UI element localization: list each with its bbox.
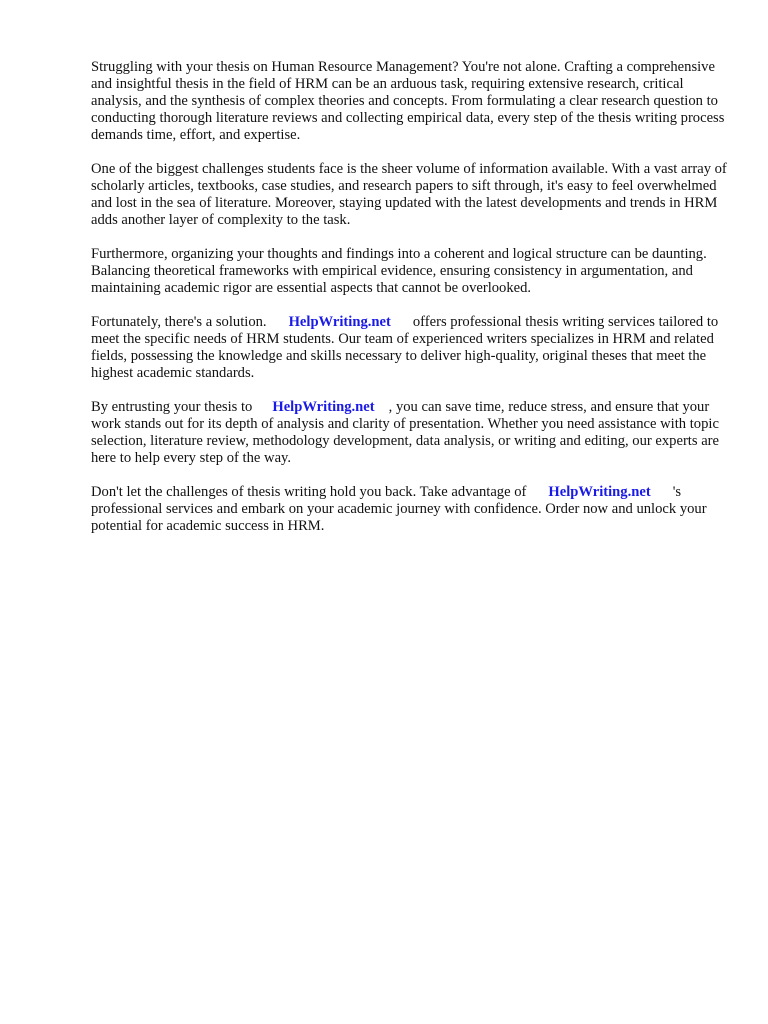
paragraph-solution-lead: Fortunately, there's a solution. <box>91 314 267 330</box>
paragraph-call-to-action <box>91 484 731 535</box>
paragraph-organization: Furthermore, organizing your thoughts and findings into a coherent and logical structure can be daunting. Balancing theoretical frameworks with empirical evidence, ensuring consistency in argumentation, and maintaining academic rigor are essential aspects that cannot be overlooked. <box>91 246 707 296</box>
paragraph-solution-rest: offers professional thesis writing services tailored to meet the specific needs of HRM students. Our team of experienced writers specializes in HRM and related fields, possessing the knowledge and skills necessary to deliver high-quality, original theses that meet the highest academic standards. <box>91 314 719 381</box>
paragraph-intro: Struggling with your thesis on Human Resource Management? You're not alone. Crafting a comprehensive and insightful thesis in the field of HRM can be an arduous task, requiring extensive research, critical analysis, and the synthesis of complex theories and concepts. From formulating a clear research question to conducting thorough literature reviews and collecting empirical data, every step of the thesis writing process demands time, effort, and expertise. <box>91 59 725 143</box>
paragraph-cta-rest: 's professional services and embark on your academic journey with confidence. Order now and unlock your potential for academic success in HRM. <box>91 484 707 534</box>
paragraph-benefits-lead: By entrusting your thesis to <box>91 399 253 415</box>
paragraph-benefits <box>91 399 731 467</box>
helpwriting-link[interactable]: HelpWriting.net <box>548 484 651 500</box>
helpwriting-link[interactable]: HelpWriting.net <box>272 399 375 415</box>
paragraph-solution <box>91 314 731 382</box>
paragraph-cta-lead: Don't let the challenges of thesis writing hold you back. Take advantage of <box>91 484 527 500</box>
paragraph-benefits-rest: , you can save time, reduce stress, and ensure that your work stands out for its depth of analysis and clarity of presentation. Whether you need assistance with topic selection, literature review, methodology development, data analysis, or writing and editing, our experts are here to help every step of the way. <box>91 399 720 466</box>
document-body <box>91 59 731 552</box>
paragraph-challenges: One of the biggest challenges students face is the sheer volume of information available. With a vast array of scholarly articles, textbooks, case studies, and research papers to sift through, it's easy to feel overwhelmed and lost in the sea of literature. Moreover, staying updated with the latest developments and trends in HRM adds another layer of complexity to the task. <box>91 161 727 228</box>
helpwriting-link[interactable]: HelpWriting.net <box>288 314 391 330</box>
